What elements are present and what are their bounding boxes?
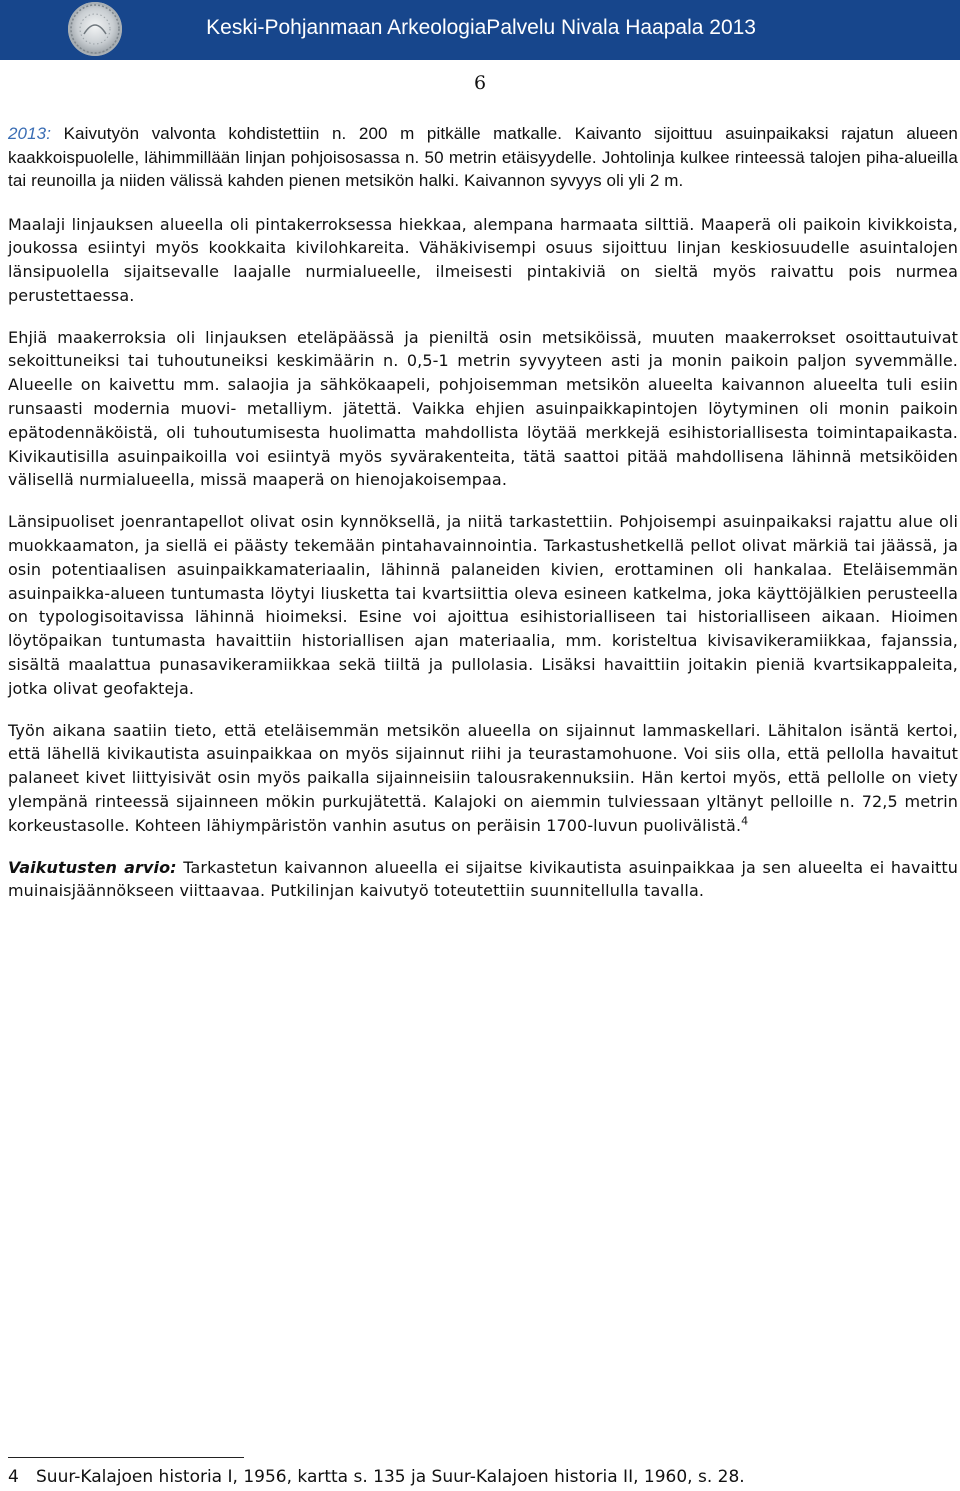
paragraph-history	[8, 719, 958, 838]
footnote	[8, 1466, 745, 1488]
paragraph-layers: Ehjiä maakerroksia oli linjauksen eteläpäässä ja pieniltä osin metsiköissä, muuten maakerrokset osoittautuivat sekoittuneiksi tai tuhoutuneiksi keskimäärin n. 0,5-1 metrin syvyyteen asti ja monin paikoin paljon syvemmälle. Alueelle on kaivettu mm. salaojia ja sähkökaapeli, pohjoisemman metsikön alueelta kaivannon alueelta tuli esiin runsaasti modernia muovi- metalliym. jätettä. Vaikka ehjien asuinpaikkapintojen löytyminen oli monin paikoin epätodennäköistä, oli tuhoutumisesta huolimatta mahdollista löytää merkkejä esihistoriallisesta toimintapaikasta. Kivikautisilla asuinpaikoilla voi esiintyä myös syvärakenteita, tätä saattoi pitää mahdollisena lähinnä metsiköiden välisellä nurmialueella, missä maaperä on hienojakoisempaa.	[8, 327, 958, 490]
paragraph-fields: Länsipuoliset joenrantapellot olivat osin kynnöksellä, ja niitä tarkastettiin. Pohjoisempi asuinpaikaksi rajattu alue oli muokkaamaton, ja siellä ei päästy tekemään pintahavainnointia. Tarkastushetkellä pellot olivat märkiä tai jäässä, ja osin potentiaalisen asuinpaikkamateriaalin, lähinnä palaneiden kivien, erottaminen oli hankalaa. Eteläisemmän asuinpaikka-alueen tuntumasta löytyi liusketta tai kvartsiittia oleva esineen katkelma, joka käyttöjälkien perusteella on typologisoitavissa lähinnä hioimeksi. Esine voi ajoittua esihistorialliseen tai historialliseen aikaan. Hioimen löytöpaikan tuntumasta havaittiin historiallisen ajan materiaalia, mm. koristeltua kivisavikeramiikkaa, fajanssia, sisältä maalattua punasavikeramiikkaa sekä tiiltä ja pullolasia. Lisäksi havaittiin joitakin pieniä kvartsikappaleita, jotka olivat geofakteja.	[8, 512, 958, 698]
footnote-divider	[8, 1457, 244, 1458]
paragraph-text: Kaivutyön valvonta kohdistettiin n. 200 m pitkälle matkalle. Kaivanto sijoittuu asuinpaikaksi rajatun alueen kaakkoispuolelle, lähimmillään linjan pohjoisosassa n. 50 metrin etäisyydelle. Johtolinja kulkee rinteessä talojen piha-alueilla tai reunoilla ja niiden välissä kahden pienen metsikön halki. Kaivannon syvyys oli yli 2 m.	[8, 124, 958, 190]
header-title: Keski-Pohjanmaan ArkeologiaPalvelu Nivala Haapala 2013	[206, 16, 756, 39]
footnote-text: Suur-Kalajoen historia I, 1956, kartta s. 135 ja Suur-Kalajoen historia II, 1960, s. 28.	[36, 1467, 745, 1487]
year-label: 2013:	[8, 124, 52, 143]
paragraph-text: Työn aikana saatiin tieto, että eteläisemmän metsikön alueella on sijainnut lammaskellari. Lähitalon isäntä kertoi, että lähellä kivikautista asuinpaikkaa on myös sijainnut riihi ja teurastamohuone. Voi siis olla, että pellolla havaitut palaneet kivet liittyisivät osin myös paikalla sijainneisiin talousrakennuksiin. Hän kertoi myös, että pellolle on viety ylempänä rinteessä sijainneen mökin purkujätettä. Kalajoki on aiemmin tulviessaan yltänyt pelloille n. 72,5 metrin korkeustasolle. Kohteen lähiympäristön vanhin asutus on peräisin 1700-luvun puolivälistä.	[8, 720, 958, 835]
document-body	[8, 122, 958, 921]
paragraph-2013	[8, 122, 958, 193]
seal-logo-icon	[68, 2, 122, 56]
footnote-number: 4	[8, 1467, 19, 1487]
footnote-reference[interactable]: 4	[741, 814, 749, 828]
paragraph-soil: Maalaji linjauksen alueella oli pintakerroksessa hiekkaa, alempana harmaata silttiä. Maaperä oli paikoin kivikkoista, joukossa esiintyi myös kookkaita kivilohkareita. Vähäkivisempi osuus sijoittuu linjan keskiosuudelle asuintalojen länsipuolella sijaitsevalle laajalle nurmialueelle, ilmeisesti pintakiviä on sieltä myös raivattu pois nurmea perustettaessa.	[8, 214, 958, 305]
paragraph-text: Tarkastetun kaivannon alueella ei sijaitse kivikautista asuinpaikkaa ja sen alueelta ei havaittu muinaisjäännökseen viittaavaa. Putkilinjan kaivutyö toteutettiin suunnitellulla tavalla.	[8, 857, 958, 901]
page-header	[0, 0, 960, 60]
paragraph-impact	[8, 856, 958, 904]
impact-label: Vaikutusten arvio:	[8, 857, 177, 877]
page-number: 6	[474, 72, 487, 94]
